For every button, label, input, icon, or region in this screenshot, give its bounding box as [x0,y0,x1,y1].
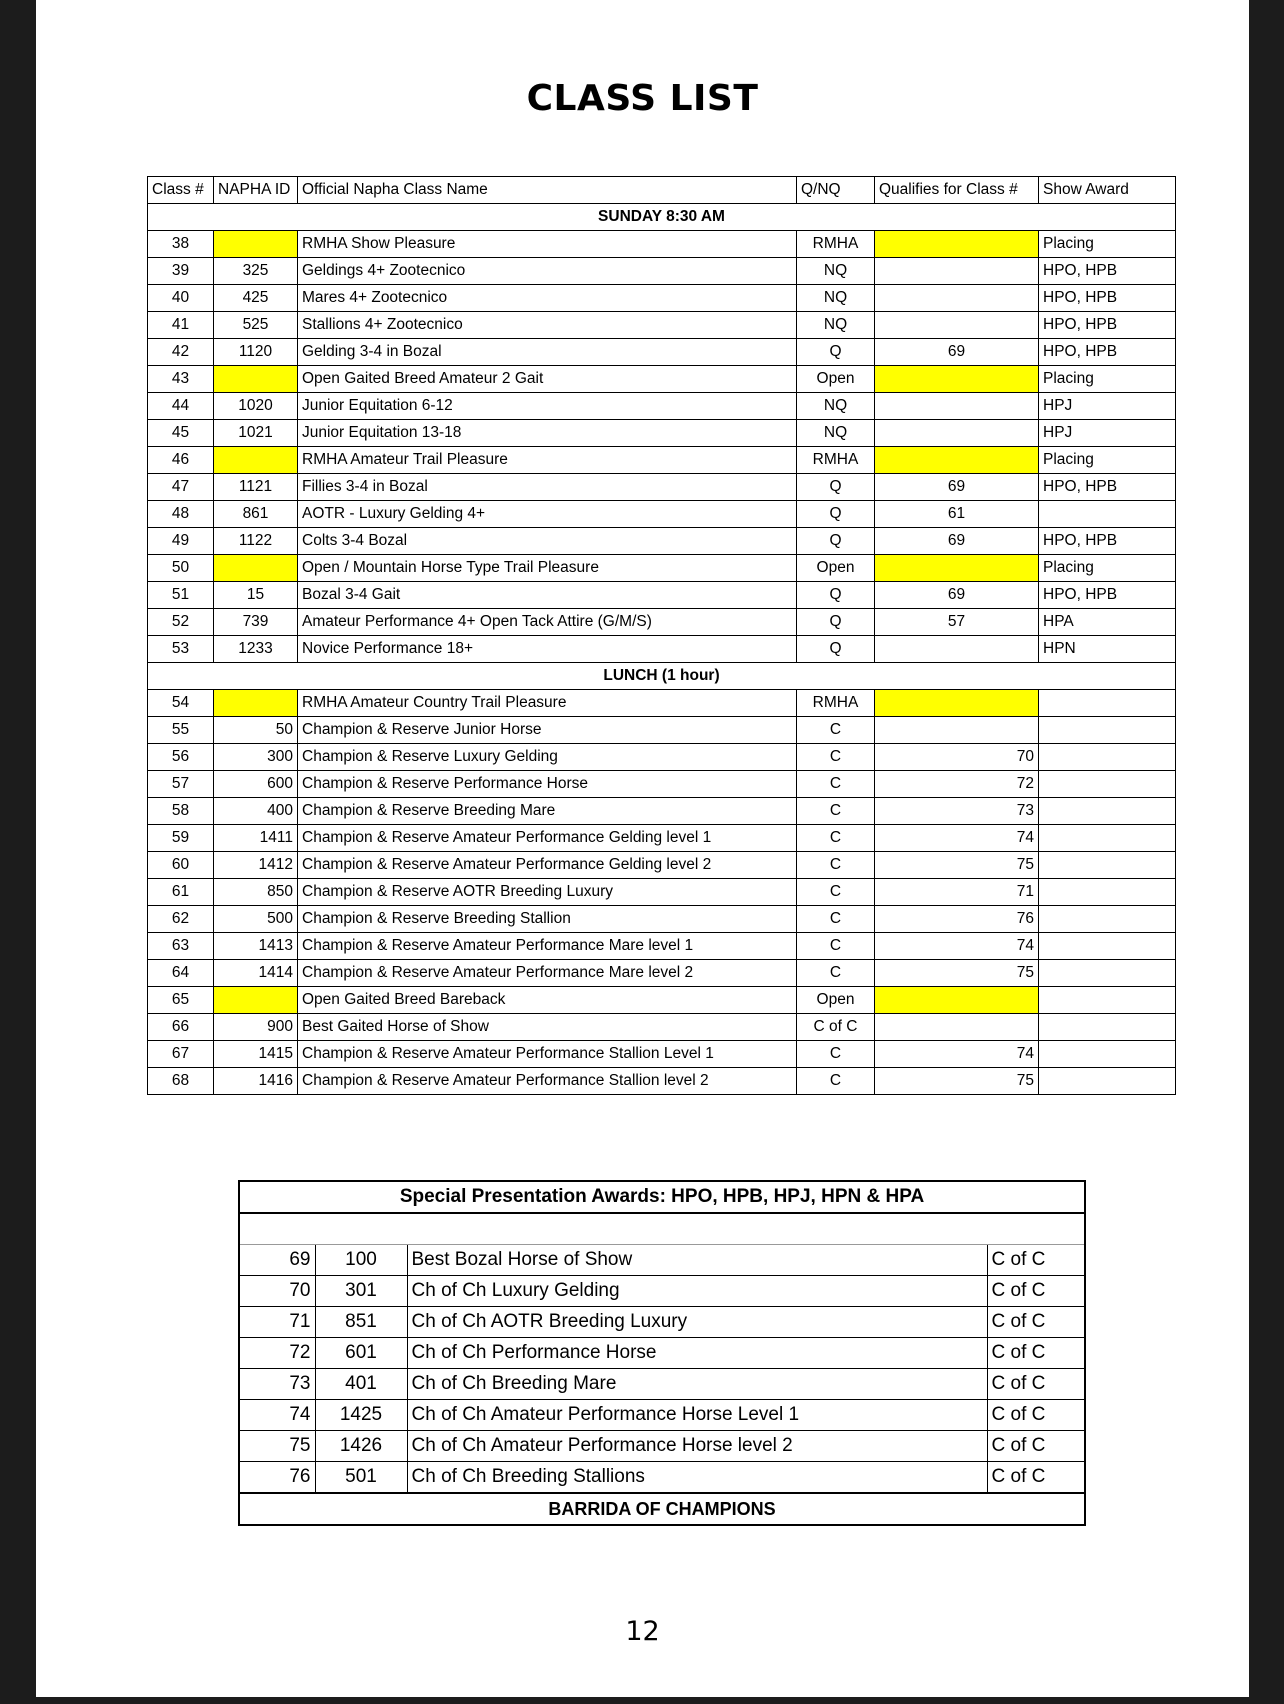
table-row [148,1068,1176,1095]
show-award-cell [1039,987,1176,1014]
napha-id-cell: 1415 [214,1041,298,1068]
napha-id-cell: 525 [214,312,298,339]
awards-row [239,1400,1085,1431]
table-row [148,501,1176,528]
class-number-cell: 47 [148,474,214,501]
napha-id-cell: 1416 [214,1068,298,1095]
table-row [148,312,1176,339]
show-award-cell: Placing [1039,447,1176,474]
table-row [148,1014,1176,1041]
class-name-cell: Open Gaited Breed Bareback [298,987,797,1014]
awards-blank-row [239,1213,1085,1245]
table-row [148,582,1176,609]
class-name-cell: RMHA Amateur Country Trail Pleasure [298,690,797,717]
document-page [36,0,1249,1697]
class-name-cell: Fillies 3-4 in Bozal [298,474,797,501]
napha-id-cell: 1122 [214,528,298,555]
qnq-cell: Open [797,987,875,1014]
class-name-cell: Champion & Reserve AOTR Breeding Luxury [298,879,797,906]
class-list-table [147,176,1176,1095]
qnq-cell: C [797,960,875,987]
qualifies-cell: 61 [875,501,1039,528]
show-award-cell [1039,1014,1176,1041]
show-award-cell: HPO, HPB [1039,339,1176,366]
class-number-cell: 46 [148,447,214,474]
award-napha-id-cell: 601 [315,1338,407,1369]
header-napha-id: NAPHA ID [214,177,298,204]
awards-row [239,1462,1085,1494]
award-class-name-cell: Ch of Ch Amateur Performance Horse Level 1 [407,1400,987,1431]
class-number-cell: 41 [148,312,214,339]
qualifies-cell [875,447,1039,474]
show-award-cell: HPO, HPB [1039,285,1176,312]
class-number-cell: 64 [148,960,214,987]
award-napha-id-cell: 501 [315,1462,407,1494]
qnq-cell: NQ [797,393,875,420]
award-class-name-cell: Ch of Ch Performance Horse [407,1338,987,1369]
qualifies-cell: 74 [875,933,1039,960]
class-number-cell: 68 [148,1068,214,1095]
award-type-cell: C of C [987,1400,1085,1431]
qnq-cell: C [797,1041,875,1068]
header-award: Show Award [1039,177,1176,204]
qualifies-cell: 76 [875,906,1039,933]
class-name-cell: Champion & Reserve Amateur Performance Stallion Level 1 [298,1041,797,1068]
award-class-name-cell: Best Bozal Horse of Show [407,1245,987,1276]
award-napha-id-cell: 301 [315,1276,407,1307]
napha-id-cell [214,690,298,717]
class-number-cell: 65 [148,987,214,1014]
awards-row [239,1276,1085,1307]
class-name-cell: Open Gaited Breed Amateur 2 Gait [298,366,797,393]
class-name-cell: Stallions 4+ Zootecnico [298,312,797,339]
show-award-cell [1039,906,1176,933]
table-row [148,960,1176,987]
show-award-cell [1039,852,1176,879]
napha-id-cell: 600 [214,771,298,798]
qnq-cell: NQ [797,312,875,339]
table-row [148,717,1176,744]
table-row [148,1041,1176,1068]
class-number-cell: 39 [148,258,214,285]
qnq-cell: C [797,852,875,879]
award-class-name-cell: Ch of Ch Amateur Performance Horse level 2 [407,1431,987,1462]
class-name-cell: Champion & Reserve Amateur Performance Mare level 2 [298,960,797,987]
award-class-number-cell: 75 [239,1431,315,1462]
awards-footer: BARRIDA OF CHAMPIONS [239,1493,1085,1525]
qualifies-cell [875,285,1039,312]
award-class-number-cell: 69 [239,1245,315,1276]
qualifies-cell [875,555,1039,582]
table-row [148,420,1176,447]
class-name-cell: Champion & Reserve Luxury Gelding [298,744,797,771]
qnq-cell: Q [797,474,875,501]
table-row [148,690,1176,717]
awards-row [239,1338,1085,1369]
class-name-cell: Champion & Reserve Amateur Performance Mare level 1 [298,933,797,960]
header-class-name: Official Napha Class Name [298,177,797,204]
class-number-cell: 44 [148,393,214,420]
awards-heading-row [239,1181,1085,1213]
qnq-cell: C [797,717,875,744]
qnq-cell: NQ [797,420,875,447]
class-number-cell: 58 [148,798,214,825]
award-class-number-cell: 71 [239,1307,315,1338]
show-award-cell: HPO, HPB [1039,528,1176,555]
qnq-cell: C [797,825,875,852]
qualifies-cell: 75 [875,960,1039,987]
award-napha-id-cell: 851 [315,1307,407,1338]
class-number-cell: 52 [148,609,214,636]
class-name-cell: AOTR - Luxury Gelding 4+ [298,501,797,528]
qualifies-cell: 69 [875,474,1039,501]
napha-id-cell: 325 [214,258,298,285]
class-name-cell: Champion & Reserve Breeding Mare [298,798,797,825]
special-awards-table [238,1180,1086,1526]
show-award-cell [1039,798,1176,825]
qualifies-cell [875,690,1039,717]
qualifies-cell: 57 [875,609,1039,636]
show-award-cell [1039,933,1176,960]
qualifies-cell [875,258,1039,285]
show-award-cell [1039,690,1176,717]
class-number-cell: 40 [148,285,214,312]
qualifies-cell: 69 [875,582,1039,609]
class-name-cell: Champion & Reserve Amateur Performance Stallion level 2 [298,1068,797,1095]
awards-row [239,1369,1085,1400]
section-row-sunday [148,204,1176,231]
napha-id-cell: 1414 [214,960,298,987]
class-number-cell: 66 [148,1014,214,1041]
show-award-cell: HPJ [1039,393,1176,420]
show-award-cell: HPN [1039,636,1176,663]
class-name-cell: Champion & Reserve Junior Horse [298,717,797,744]
show-award-cell [1039,960,1176,987]
show-award-cell: HPO, HPB [1039,582,1176,609]
qualifies-cell [875,312,1039,339]
class-number-cell: 49 [148,528,214,555]
napha-id-cell [214,555,298,582]
qualifies-cell: 75 [875,1068,1039,1095]
awards-heading: Special Presentation Awards: HPO, HPB, HPJ, HPN & HPA [239,1181,1085,1213]
class-number-cell: 45 [148,420,214,447]
class-name-cell: Open / Mountain Horse Type Trail Pleasure [298,555,797,582]
qnq-cell: C [797,933,875,960]
napha-id-cell: 1021 [214,420,298,447]
page-title: CLASS LIST [526,78,759,119]
table-row [148,528,1176,555]
napha-id-cell: 1412 [214,852,298,879]
show-award-cell [1039,771,1176,798]
qnq-cell: Q [797,339,875,366]
show-award-cell [1039,1068,1176,1095]
qualifies-cell: 70 [875,744,1039,771]
qnq-cell: RMHA [797,690,875,717]
header-qualifies: Qualifies for Class # [875,177,1039,204]
class-number-cell: 57 [148,771,214,798]
napha-id-cell [214,231,298,258]
qnq-cell: RMHA [797,231,875,258]
class-name-cell: Bozal 3-4 Gait [298,582,797,609]
awards-row [239,1431,1085,1462]
class-name-cell: Champion & Reserve Breeding Stallion [298,906,797,933]
qualifies-cell: 73 [875,798,1039,825]
award-napha-id-cell: 1426 [315,1431,407,1462]
award-class-number-cell: 74 [239,1400,315,1431]
qnq-cell: C [797,744,875,771]
class-name-cell: Amateur Performance 4+ Open Tack Attire (G/M/S) [298,609,797,636]
qualifies-cell [875,987,1039,1014]
award-class-name-cell: Ch of Ch Breeding Mare [407,1369,987,1400]
show-award-cell [1039,501,1176,528]
table-row [148,852,1176,879]
table-row [148,825,1176,852]
class-number-cell: 51 [148,582,214,609]
class-name-cell: Novice Performance 18+ [298,636,797,663]
class-number-cell: 53 [148,636,214,663]
table-row [148,798,1176,825]
qnq-cell: C [797,771,875,798]
qnq-cell: Q [797,609,875,636]
napha-id-cell: 1120 [214,339,298,366]
table-row [148,879,1176,906]
qualifies-cell [875,366,1039,393]
table-row [148,771,1176,798]
qnq-cell: C [797,906,875,933]
qualifies-cell: 71 [875,879,1039,906]
show-award-cell: HPA [1039,609,1176,636]
table-row [148,609,1176,636]
section-label-sunday: SUNDAY 8:30 AM [148,204,1176,231]
qnq-cell: Q [797,582,875,609]
class-number-cell: 42 [148,339,214,366]
table-row [148,231,1176,258]
award-class-number-cell: 72 [239,1338,315,1369]
show-award-cell [1039,1041,1176,1068]
award-type-cell: C of C [987,1338,1085,1369]
qnq-cell: Open [797,366,875,393]
table-row [148,636,1176,663]
napha-id-cell: 50 [214,717,298,744]
table-row [148,744,1176,771]
qnq-cell: Q [797,501,875,528]
award-napha-id-cell: 1425 [315,1400,407,1431]
award-napha-id-cell: 100 [315,1245,407,1276]
class-name-cell: Junior Equitation 6-12 [298,393,797,420]
show-award-cell: HPJ [1039,420,1176,447]
class-name-cell: Champion & Reserve Amateur Performance Gelding level 1 [298,825,797,852]
napha-id-cell [214,987,298,1014]
qualifies-cell: 74 [875,825,1039,852]
award-class-name-cell: Ch of Ch Breeding Stallions [407,1462,987,1494]
class-name-cell: RMHA Amateur Trail Pleasure [298,447,797,474]
show-award-cell [1039,879,1176,906]
qualifies-cell [875,717,1039,744]
qualifies-cell [875,393,1039,420]
class-number-cell: 67 [148,1041,214,1068]
class-name-cell: Mares 4+ Zootecnico [298,285,797,312]
award-class-name-cell: Ch of Ch AOTR Breeding Luxury [407,1307,987,1338]
awards-footer-row [239,1493,1085,1525]
qualifies-cell: 74 [875,1041,1039,1068]
napha-id-cell: 861 [214,501,298,528]
qnq-cell: NQ [797,285,875,312]
qualifies-cell [875,636,1039,663]
qualifies-cell: 69 [875,339,1039,366]
award-napha-id-cell: 401 [315,1369,407,1400]
awards-row [239,1307,1085,1338]
napha-id-cell: 400 [214,798,298,825]
qnq-cell: C [797,1068,875,1095]
award-type-cell: C of C [987,1431,1085,1462]
award-class-name-cell: Ch of Ch Luxury Gelding [407,1276,987,1307]
qualifies-cell: 69 [875,528,1039,555]
award-type-cell: C of C [987,1462,1085,1494]
qnq-cell: Q [797,528,875,555]
napha-id-cell: 15 [214,582,298,609]
table-row [148,447,1176,474]
qnq-cell: Q [797,636,875,663]
qnq-cell: C [797,798,875,825]
award-class-number-cell: 70 [239,1276,315,1307]
napha-id-cell: 850 [214,879,298,906]
class-number-cell: 48 [148,501,214,528]
page-number: 12 [625,1616,660,1647]
napha-id-cell: 1020 [214,393,298,420]
table-row [148,366,1176,393]
qnq-cell: NQ [797,258,875,285]
class-name-cell: RMHA Show Pleasure [298,231,797,258]
qualifies-cell [875,231,1039,258]
napha-id-cell: 1411 [214,825,298,852]
napha-id-cell [214,447,298,474]
napha-id-cell: 1121 [214,474,298,501]
award-class-number-cell: 76 [239,1462,315,1494]
show-award-cell: HPO, HPB [1039,312,1176,339]
class-number-cell: 50 [148,555,214,582]
show-award-cell: Placing [1039,555,1176,582]
class-number-cell: 56 [148,744,214,771]
show-award-cell: HPO, HPB [1039,258,1176,285]
header-qnq: Q/NQ [797,177,875,204]
class-name-cell: Champion & Reserve Amateur Performance Gelding level 2 [298,852,797,879]
qualifies-cell: 75 [875,852,1039,879]
show-award-cell [1039,744,1176,771]
award-class-number-cell: 73 [239,1369,315,1400]
napha-id-cell: 739 [214,609,298,636]
table-row [148,555,1176,582]
class-number-cell: 63 [148,933,214,960]
class-number-cell: 62 [148,906,214,933]
napha-id-cell: 900 [214,1014,298,1041]
table-row [148,906,1176,933]
napha-id-cell: 500 [214,906,298,933]
table-row [148,339,1176,366]
class-name-cell: Geldings 4+ Zootecnico [298,258,797,285]
class-number-cell: 43 [148,366,214,393]
qnq-cell: Open [797,555,875,582]
napha-id-cell: 300 [214,744,298,771]
class-number-cell: 61 [148,879,214,906]
section-row-lunch [148,663,1176,690]
table-row [148,474,1176,501]
qnq-cell: C [797,879,875,906]
class-number-cell: 60 [148,852,214,879]
award-type-cell: C of C [987,1369,1085,1400]
awards-row [239,1245,1085,1276]
class-name-cell: Gelding 3-4 in Bozal [298,339,797,366]
class-number-cell: 38 [148,231,214,258]
qualifies-cell: 72 [875,771,1039,798]
class-name-cell: Junior Equitation 13-18 [298,420,797,447]
table-header-row [148,177,1176,204]
napha-id-cell: 425 [214,285,298,312]
show-award-cell: HPO, HPB [1039,474,1176,501]
qnq-cell: C of C [797,1014,875,1041]
class-number-cell: 54 [148,690,214,717]
table-row [148,258,1176,285]
qnq-cell: RMHA [797,447,875,474]
class-number-cell: 55 [148,717,214,744]
class-name-cell: Champion & Reserve Performance Horse [298,771,797,798]
table-row [148,285,1176,312]
qualifies-cell [875,1014,1039,1041]
show-award-cell: Placing [1039,231,1176,258]
napha-id-cell: 1233 [214,636,298,663]
qualifies-cell [875,420,1039,447]
table-row [148,933,1176,960]
section-label-lunch: LUNCH (1 hour) [148,663,1176,690]
award-type-cell: C of C [987,1276,1085,1307]
napha-id-cell [214,366,298,393]
class-number-cell: 59 [148,825,214,852]
napha-id-cell: 1413 [214,933,298,960]
award-type-cell: C of C [987,1307,1085,1338]
header-class-no: Class # [148,177,214,204]
table-row [148,987,1176,1014]
show-award-cell [1039,717,1176,744]
award-type-cell: C of C [987,1245,1085,1276]
class-list-body [148,204,1176,1095]
show-award-cell [1039,825,1176,852]
class-name-cell: Best Gaited Horse of Show [298,1014,797,1041]
show-award-cell: Placing [1039,366,1176,393]
table-row [148,393,1176,420]
class-name-cell: Colts 3-4 Bozal [298,528,797,555]
